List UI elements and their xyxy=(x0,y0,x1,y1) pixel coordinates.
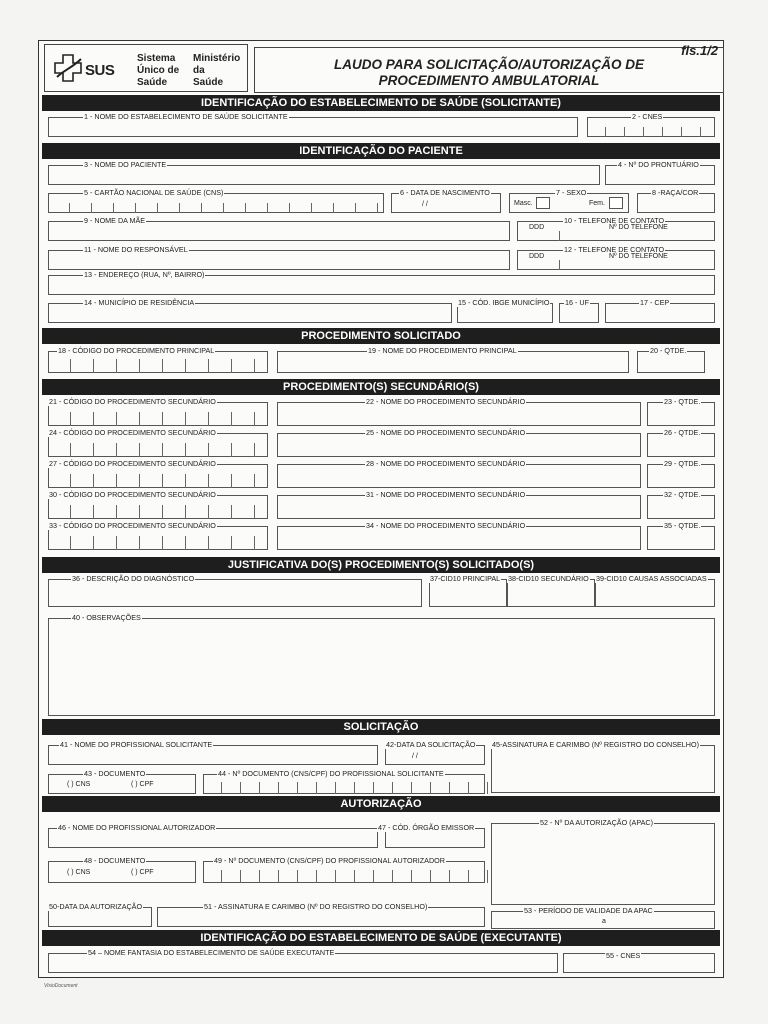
cod-boxes xyxy=(48,474,268,488)
field-num-autorizacao[interactable] xyxy=(491,823,715,905)
label-f47: 47 - CÓD. ÓRGÃO EMISSOR xyxy=(378,823,475,832)
label-f5: 5 - CARTÃO NACIONAL DE SAÚDE (CNS) xyxy=(84,188,224,197)
label-f16: 16 - UF xyxy=(565,298,589,307)
divider xyxy=(559,260,560,270)
section-estab-executante: IDENTIFICAÇÃO DO ESTABELECIMENTO DE SAÚDE (EXECUTANTE) xyxy=(42,930,720,946)
label-cod-secundario: 24 - CÓDIGO DO PROCEDIMENTO SECUNDÁRIO xyxy=(49,428,216,437)
label-nome-secundario: 34 - NOME DO PROCEDIMENTO SECUNDÁRIO xyxy=(366,521,526,530)
label-f1: 1 - NOME DO ESTABELECIMENTO DE SAÚDE SOLICITANTE xyxy=(84,112,288,121)
logo-col-1: Sistema Único de Saúde xyxy=(137,53,180,88)
label-nome-secundario: 22 - NOME DO PROCEDIMENTO SECUNDÁRIO xyxy=(366,397,526,406)
label-nome-secundario: 25 - NOME DO PROCEDIMENTO SECUNDÁRIO xyxy=(366,428,526,437)
label-f19: 19 - NOME DO PROCEDIMENTO PRINCIPAL xyxy=(368,346,517,355)
label-f53-a: a xyxy=(602,918,606,925)
label-qtde-secundario: 26 - QTDE. xyxy=(664,428,701,437)
label-f17: 17 - CEP xyxy=(640,298,670,307)
label-cod-secundario: 33 - CÓDIGO DO PROCEDIMENTO SECUNDÁRIO xyxy=(49,521,216,530)
label-cod-secundario: 21 - CÓDIGO DO PROCEDIMENTO SECUNDÁRIO xyxy=(49,397,216,406)
label-f37: 37-CID10 PRINCIPAL xyxy=(430,574,501,583)
label-f43: 43 - DOCUMENTO xyxy=(84,769,146,778)
option-cns[interactable]: ( ) CNS xyxy=(67,869,91,876)
logo-text: SUS xyxy=(85,62,115,79)
option-cpf[interactable]: ( ) CPF xyxy=(131,869,154,876)
label-f15: 15 - CÓD. IBGE MUNICÍPIO xyxy=(458,298,550,307)
label-f6: 6 - DATA DE NASCIMENTO xyxy=(400,188,490,197)
sus-cross-icon xyxy=(53,53,83,83)
label-f3: 3 - NOME DO PACIENTE xyxy=(84,160,167,169)
date-slashes: / / xyxy=(412,753,418,760)
label-f41: 41 - NOME DO PROFISSIONAL SOLICITANTE xyxy=(60,740,213,749)
field-cid-secundario[interactable] xyxy=(507,579,595,607)
label-cod-secundario: 27 - CÓDIGO DO PROCEDIMENTO SECUNDÁRIO xyxy=(49,459,216,468)
cod-boxes xyxy=(48,359,268,373)
form-title: LAUDO PARA SOLICITAÇÃO/AUTORIZAÇÃO DE PROCEDIMENTO AMBULATORIAL xyxy=(254,47,724,93)
label-f40: 40 - OBSERVAÇÕES xyxy=(72,613,141,622)
label-cod-secundario: 30 - CÓDIGO DO PROCEDIMENTO SECUNDÁRIO xyxy=(49,490,216,499)
form-header xyxy=(42,44,720,92)
sheet-number: fls.1/2 xyxy=(681,43,718,58)
label-ddd-2: DDD xyxy=(529,253,545,260)
label-f13: 13 - ENDEREÇO (RUA, Nº, BAIRRO) xyxy=(84,270,205,279)
label-f54: 54 – NOME FANTASIA DO ESTABELECIMENTO DE SAÚDE EXECUTANTE xyxy=(88,948,335,957)
section-proc-solicitado: PROCEDIMENTO SOLICITADO xyxy=(42,328,720,344)
footer-text: VisioDocument xyxy=(44,983,78,989)
option-cpf[interactable]: ( ) CPF xyxy=(131,781,154,788)
field-descricao-diagnostico[interactable] xyxy=(48,579,422,607)
label-f50: 50-DATA DA AUTORIZAÇÃO xyxy=(49,902,143,911)
section-solicitacao: SOLICITAÇÃO xyxy=(42,719,720,735)
logo-col-2: Ministério da Saúde xyxy=(193,53,241,88)
divider xyxy=(559,231,560,241)
label-f44: 44 - Nº DOCUMENTO (CNS/CPF) DO PROFISSIONAL SOLICITANTE xyxy=(218,769,444,778)
section-paciente: IDENTIFICAÇÃO DO PACIENTE xyxy=(42,143,720,159)
checkbox-fem[interactable] xyxy=(609,197,623,209)
cod-boxes xyxy=(48,443,268,457)
doc-boxes xyxy=(203,782,485,794)
label-numtel-2: Nº DO TELEFONE xyxy=(609,253,668,260)
label-f53: 53 - PERÍODO DE VALIDADE DA APAC xyxy=(524,906,653,915)
label-f11: 11 - NOME DO RESPONSÁVEL xyxy=(84,245,188,254)
label-f49: 49 - Nº DOCUMENTO (CNS/CPF) DO PROFISSIONAL AUTORIZADOR xyxy=(214,856,445,865)
cod-boxes xyxy=(48,412,268,426)
label-f55: 55 - CNES xyxy=(606,951,641,960)
label-qtde-secundario: 23 - QTDE. xyxy=(664,397,701,406)
cnes-boxes xyxy=(587,127,715,137)
label-masc: Masc. xyxy=(514,200,533,207)
field-observacoes[interactable] xyxy=(48,618,715,716)
option-cns[interactable]: ( ) CNS xyxy=(67,781,91,788)
label-f8: 8 -RAÇA/COR xyxy=(652,188,699,197)
cod-boxes xyxy=(48,536,268,550)
label-f38: 38-CID10 SECUNDÁRIO xyxy=(508,574,589,583)
label-f20: 20 - QTDE. xyxy=(650,346,687,355)
label-f45: 45-ASSINATURA E CARIMBO (Nº REGISTRO DO CONSELHO) xyxy=(492,740,699,749)
label-f52: 52 - Nº DA AUTORIZAÇÃO (APAC) xyxy=(540,818,653,827)
label-f14: 14 - MUNICÍPIO DE RESIDÊNCIA xyxy=(84,298,195,307)
label-f46: 46 - NOME DO PROFISSIONAL AUTORIZADOR xyxy=(58,823,216,832)
form-page xyxy=(38,40,724,989)
label-qtde-secundario: 29 - QTDE. xyxy=(664,459,701,468)
field-assinatura-solicitante[interactable] xyxy=(491,745,715,793)
label-numtel-1: Nº DO TELEFONE xyxy=(609,224,668,231)
label-qtde-secundario: 32 - QTDE. xyxy=(664,490,701,499)
label-f9: 9 - NOME DA MÃE xyxy=(84,216,146,225)
label-f10: 10 - TELEFONE DE CONTATO xyxy=(564,216,665,225)
label-f48: 48 - DOCUMENTO xyxy=(84,856,146,865)
sus-logo xyxy=(44,44,248,92)
section-justificativa: JUSTIFICATIVA DO(S) PROCEDIMENTO(S) SOLICITADO(S) xyxy=(42,557,720,573)
label-f2: 2 - CNES xyxy=(632,112,663,121)
section-estab-solicitante: IDENTIFICAÇÃO DO ESTABELECIMENTO DE SAÚDE (SOLICITANTE) xyxy=(42,95,720,111)
section-autorizacao: AUTORIZAÇÃO xyxy=(42,796,720,812)
label-f18: 18 - CÓDIGO DO PROCEDIMENTO PRINCIPAL xyxy=(58,346,215,355)
field-cid-causas[interactable] xyxy=(595,579,715,607)
label-f39: 39-CID10 CAUSAS ASSOCIADAS xyxy=(596,574,707,583)
label-ddd-1: DDD xyxy=(529,224,545,231)
label-qtde-secundario: 35 - QTDE. xyxy=(664,521,701,530)
label-f36: 36 - DESCRIÇÃO DO DIAGNÓSTICO xyxy=(72,574,195,583)
label-nome-secundario: 31 - NOME DO PROCEDIMENTO SECUNDÁRIO xyxy=(366,490,526,499)
date-slashes: / / xyxy=(422,201,428,208)
label-f7: 7 - SEXO xyxy=(556,188,587,197)
label-f42: 42-DATA DA SOLICITAÇÃO xyxy=(386,740,476,749)
label-nome-secundario: 28 - NOME DO PROCEDIMENTO SECUNDÁRIO xyxy=(366,459,526,468)
label-fem: Fem. xyxy=(589,200,605,207)
label-f12: 12 - TELEFONE DE CONTATO xyxy=(564,245,665,254)
cod-boxes xyxy=(48,505,268,519)
field-cid-principal[interactable] xyxy=(429,579,507,607)
cns-boxes xyxy=(48,203,384,213)
section-proc-secundarios: PROCEDIMENTO(S) SECUNDÁRIO(S) xyxy=(42,379,720,395)
doc-boxes xyxy=(203,870,485,883)
checkbox-masc[interactable] xyxy=(536,197,550,209)
label-f4: 4 - Nº DO PRONTUÁRIO xyxy=(618,160,699,169)
label-f51: 51 - ASSINATURA E CARIMBO (Nº DO REGISTRO DO CONSELHO) xyxy=(204,902,428,911)
